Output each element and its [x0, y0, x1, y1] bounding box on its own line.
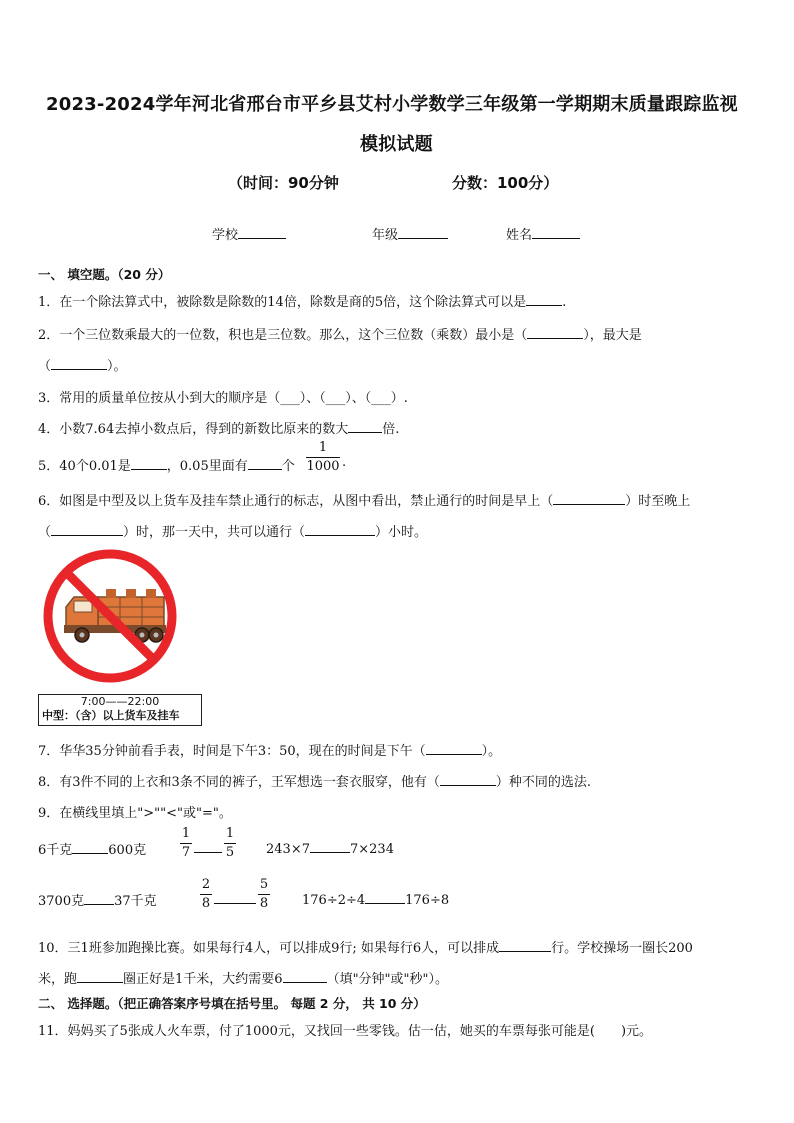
q9-row2-item3: 176÷2÷4 176÷8: [302, 890, 449, 908]
grade-label: 年级: [372, 228, 399, 243]
section1-heading: 一、 填空题。（20 分）: [38, 267, 171, 282]
question-1: 1．在一个除法算式中，被除数是除数的14倍，除数是商的5倍，这个除法算式可以是 .: [38, 291, 566, 310]
name-field: [506, 224, 580, 243]
page-title-line1: 2023-2024学年河北省邢台市平乡县艾村小学数学三年级第一学期期末质量跟踪监视: [46, 94, 738, 115]
question-10-line2: 米，跑 圈正好是1千米，大约需要6 （填"分钟"或"秒"）。: [38, 968, 448, 987]
q9-r1-fraction1: 1 7: [181, 826, 191, 860]
question-3: 3．常用的质量单位按从小到大的顺序是（___）、（___）、（___）.: [38, 391, 408, 406]
q9-r2-fraction1: 2 8: [201, 877, 211, 911]
time-info: （时间：90分钟: [228, 174, 339, 192]
question-7: 7．华华35分钟前看手表，时间是下午3：50，现在的时间是下午（ ）。: [38, 740, 501, 759]
name-label: 姓名: [506, 228, 533, 243]
question-6-line2: （ ）时，那一天中，共可以通行（ ）小时。: [38, 521, 427, 540]
question-10-line1: 10．三1班参加跑操比赛。如果每行4人，可以排成9行; 如果每行6人，可以排成 行。学校操场一圈长200: [38, 937, 693, 956]
q9-r1-fraction2: 1 5: [225, 826, 235, 860]
sign-time: 7:00——22:00: [80, 695, 160, 708]
question-6-line1: 6．如图是中型及以上货车及挂车禁止通行的标志，从图中看出，禁止通行的时间是早上（ ）时至晚上: [38, 490, 690, 509]
grade-field: [372, 224, 448, 243]
section2-heading: 二、 选择题。（把正确答案序号填在括号里。 每题 2 分， 共 10 分）: [38, 996, 426, 1011]
no-truck-sign: [38, 545, 186, 687]
question-2-line2: （ ）。: [38, 355, 127, 374]
question-4: 4．小数7.64去掉小数点后，得到的新数比原来的数大 倍.: [38, 418, 399, 437]
question-5: 5．40个0.01是 ，0.05里面有 个: [38, 455, 295, 474]
question-9: 9．在横线里填上">""<"或"="。: [38, 806, 232, 821]
sign-caption-box: [38, 694, 202, 726]
question-11: 11．妈妈买了5张成人火车票，付了1000元，又找回一些零钱。估一估，她买的车票每张可能是( )元。: [38, 1024, 653, 1039]
q9-row2-item1: 3700克 37千克: [38, 890, 157, 909]
school-field: [212, 224, 286, 243]
q5-end: .: [342, 455, 347, 470]
q9-row1-item1: 6千克 600克: [38, 839, 146, 858]
q9-row1-item3: 243×7 7×234: [266, 839, 394, 857]
score-info: 分数：100分）: [452, 174, 559, 192]
q5-fraction: 1 1000: [306, 440, 340, 474]
school-label: 学校: [212, 228, 239, 243]
question-8: 8．有3件不同的上衣和3条不同的裤子，王军想选一套衣服穿，他有（ ）种不同的选法.: [38, 771, 591, 790]
sign-text: 中型：（含）以上货车及挂车: [42, 709, 180, 722]
q9-r1-blank2[interactable]: [194, 852, 222, 853]
q9-r2-blank2[interactable]: [214, 903, 256, 904]
question-2-line1: 2．一个三位数乘最大的一位数，积也是三位数。那么，这个三位数（乘数）最小是（ ），最大是: [38, 324, 642, 343]
q9-r2-fraction2: 5 8: [259, 877, 269, 911]
page-title-line2: 模拟试题: [360, 134, 433, 155]
